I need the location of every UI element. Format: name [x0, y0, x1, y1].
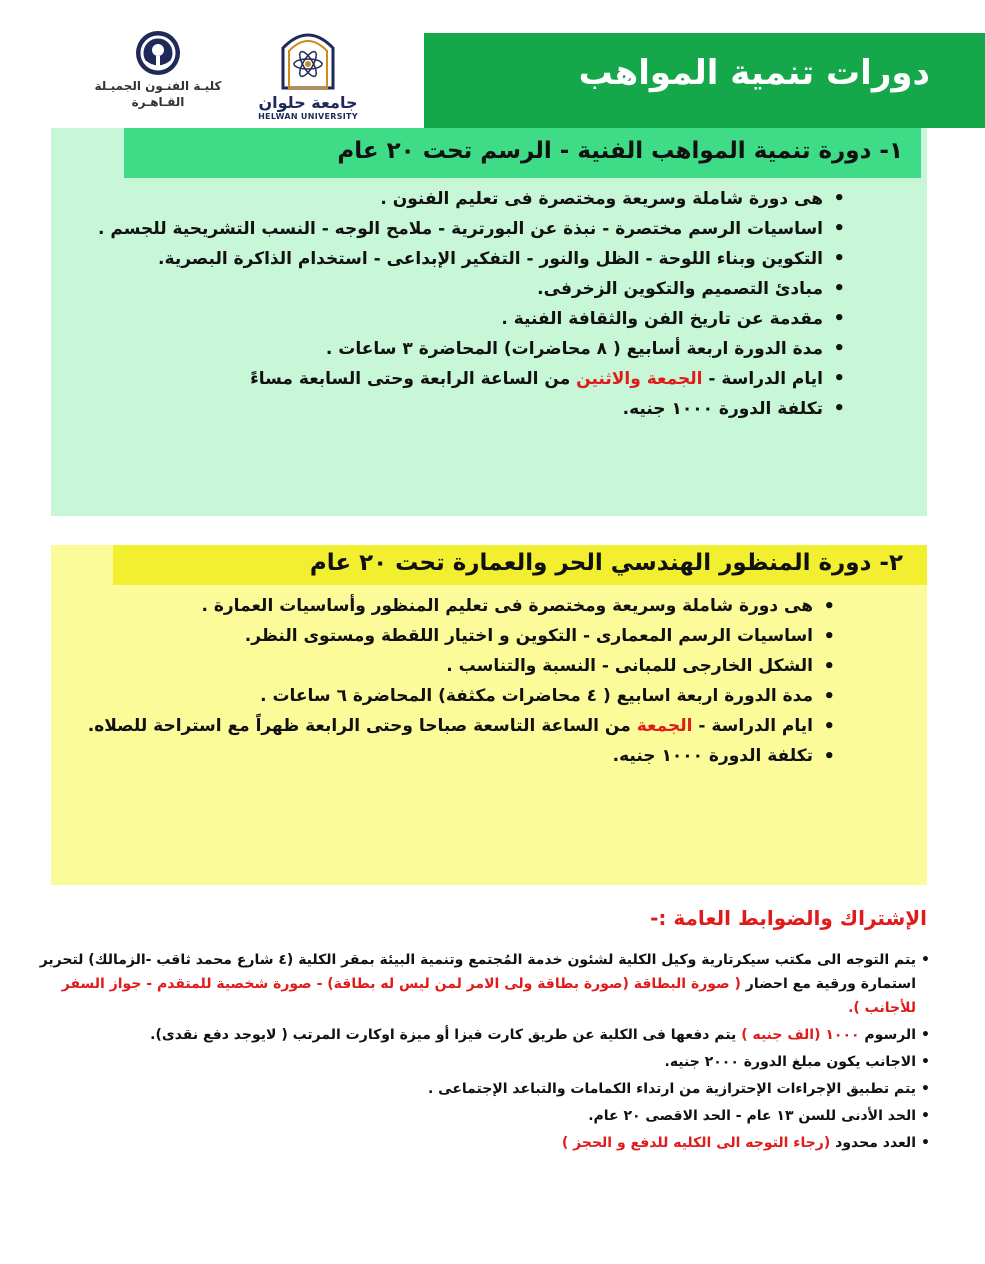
list-item-schedule: [85, 365, 845, 393]
list-item: • مدة الدورة اربعة أسابيع ( ٨ محاضرات) المحاضرة ٣ ساعات .: [85, 335, 845, 363]
rule-fee: ١٠٠٠ (الف جنيه ): [741, 1027, 860, 1043]
rule-text: يتم دفعها فى الكلية عن طريق كارت فيزا أو ميزة اوكارت المرتب ( لايوجد دفع نقدى).: [150, 1027, 742, 1043]
list-item: • هى دورة شاملة وسريعة ومختصرة فى تعليم المنظور وأساسيات العمارة .: [85, 592, 835, 621]
list-item-schedule: [85, 712, 835, 741]
rule-text: يتم التوجه الى مكتب سيكرتارية وكيل الكلية لشئون خدمة المُجتمع وتنمية البيئة بمقر الكلية (٤ شارع محمد ثاقب -الزمالك) لتحرير استمارة ورقية مع احضار: [39, 952, 916, 992]
faculty-logo-line1: كليـة الفنـون الجميـلة: [94, 79, 222, 93]
rule-item: • الاجانب يكون مبلغ الدورة ٢٠٠٠ جنيه.: [22, 1050, 930, 1074]
schedule-days: الجمعة: [636, 716, 693, 736]
rule-item: • يتم تطبيق الإجراءات الإحترازية من ارتداء الكمامات والتباعد الإجتماعى .: [22, 1077, 930, 1101]
university-logo-english: HELWAN UNIVERSITY: [258, 112, 358, 121]
list-item: • اساسيات الرسم المعمارى - التكوين و اختيار اللقطة ومستوى النظر.: [85, 622, 835, 651]
helwan-university-logo: [258, 28, 358, 128]
rule-booking-note: (رجاء التوجه الى الكليه للدفع و الحجز ): [561, 1135, 831, 1151]
faculty-of-fine-arts-logo: [88, 28, 228, 128]
schedule-prefix: ايام الدراسة -: [702, 369, 823, 389]
section2-heading-bar: [113, 545, 927, 585]
rule-text: العدد محدود: [830, 1135, 916, 1151]
schedule-days: الجمعة والاثنين: [576, 369, 703, 389]
rules-list: [22, 948, 930, 1158]
rules-title: الإشتراك والضوابط العامة :-: [650, 906, 927, 930]
list-item: • مقدمة عن تاريخ الفن والثقافة الفنية .: [85, 305, 845, 333]
section2-list: [85, 592, 835, 772]
section2-heading: ٢- دورة المنظور الهندسي الحر والعمارة تحت ٢٠ عام: [309, 550, 903, 576]
fine-arts-emblem-icon: [133, 28, 183, 78]
rule-item: [22, 948, 930, 1020]
rule-text: الرسوم: [859, 1027, 916, 1043]
rule-item: [22, 1023, 930, 1047]
list-item: • مبادئ التصميم والتكوين الزخرفى.: [85, 275, 845, 303]
rule-required-documents: ( صورة البطاقة (صورة بطاقة ولى الامر لمن ليس له بطاقة) - صورة شخصية للمتقدم - جواز السفر للأجانب ).: [61, 976, 916, 1016]
list-item: • اساسيات الرسم مختصرة - نبذة عن البورترية - ملامح الوجه - النسب التشريحية للجسم .: [85, 215, 845, 243]
section1-heading: ١- دورة تنمية المواهب الفنية - الرسم تحت ٢٠ عام: [337, 138, 903, 164]
list-item-cost: • تكلفة الدورة ١٠٠٠ جنيه.: [85, 395, 845, 423]
list-item: • هى دورة شاملة وسريعة ومختصرة فى تعليم الفنون .: [85, 185, 845, 213]
schedule-suffix: من الساعة الرابعة وحتى السابعة مساءً: [250, 369, 577, 389]
section1-list: [85, 185, 845, 425]
list-item: • التكوين وبناء اللوحة - الظل والنور - التفكير الإبداعى - استخدام الذاكرة البصرية.: [85, 245, 845, 273]
rule-item: • الحد الأدنى للسن ١٣ عام - الحد الاقصى ٢٠ عام.: [22, 1104, 930, 1128]
list-item-cost: • تكلفة الدورة ١٠٠٠ جنيه.: [85, 742, 835, 771]
header-logos: [88, 28, 368, 128]
title-banner: [424, 33, 985, 128]
university-logo-arabic: جامعة حلوان: [258, 93, 358, 112]
schedule-prefix: ايام الدراسة -: [692, 716, 813, 736]
list-item: • الشكل الخارجى للمبانى - النسبة والتناسب .: [85, 652, 835, 681]
page-title: دورات تنمية المواهب: [578, 53, 930, 93]
schedule-suffix: من الساعة التاسعة صباحا وحتى الرابعة ظهراً مع استراحة للصلاه.: [87, 716, 637, 736]
list-item: • مدة الدورة اربعة اسابيع ( ٤ محاضرات مكثفة) المحاضرة ٦ ساعات .: [85, 682, 835, 711]
rule-item: [22, 1131, 930, 1155]
helwan-university-emblem-icon: [273, 28, 343, 90]
faculty-logo-line2: القـاهـرة: [131, 95, 185, 109]
section1-heading-bar: [124, 128, 921, 178]
